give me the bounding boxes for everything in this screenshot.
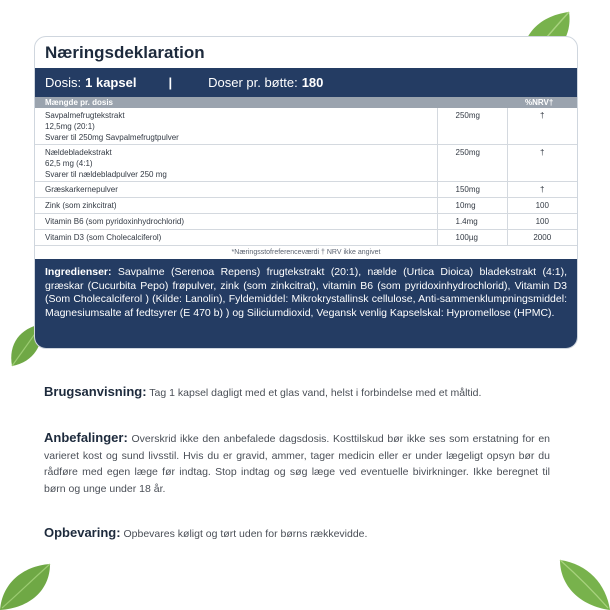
storage-section (44, 525, 550, 543)
table-row (35, 230, 577, 246)
row-name (35, 145, 437, 182)
row-name-line: Savpalmefrugtekstrakt (45, 111, 125, 120)
table-row (35, 198, 577, 214)
row-nrv: 100 (507, 198, 577, 214)
ingredients-text: Savpalme (Serenoa Repens) frugtekstrakt (20:1), nælde (Urtica Dioica) bladekstrakt (4:1), græskar (Cucurbita Pepo) frøpulver, zink (som zinkcitrat), vitamin B6 (som pyridoxinhydrochlorid), Vitamin D3 (Som Cholecalciferol ) (Kilde: Lanolin), Fyldemiddel: Mikrokrystallinsk cellulose, Anti-sammenklumpningsmiddel: Magnesiumsalte af fedtsyrer (E 470 b) ) og Siliciumdioxid, Vegansk venlig Kapselskal: Hypromellose (HPMC). (45, 266, 567, 319)
nrv-footnote: *Næringsstofreferenceværdi † NRV ikke angivet (231, 249, 381, 256)
header-nrv: %NRV† (525, 98, 554, 107)
row-name-line: 12,5mg (20:1) (45, 122, 95, 131)
row-amount: 150mg (437, 182, 507, 198)
row-amount: 100µg (437, 230, 507, 246)
row-name-line: 62,5 mg (4:1) (45, 159, 93, 168)
ingredients-block (35, 259, 577, 348)
nutrition-table (35, 108, 577, 246)
table-row (35, 214, 577, 230)
table-row (35, 145, 577, 182)
row-nrv: 100 (507, 214, 577, 230)
row-amount: 250mg (437, 145, 507, 182)
dose-value: 1 kapsel (85, 75, 137, 90)
row-amount: 1.4mg (437, 214, 507, 230)
leaf-bottom-right-icon (556, 558, 610, 610)
storage-text: Opbevares køligt og tørt uden for børns rækkevidde. (120, 528, 368, 540)
usage-text: Tag 1 kapsel dagligt med et glas vand, helst i forbindelse med et måltid. (146, 387, 482, 399)
nutrition-card (34, 36, 578, 349)
row-name: Zink (som zinkcitrat) (35, 198, 437, 214)
ingredients-label: Ingredienser: (45, 266, 112, 278)
table-row (35, 108, 577, 145)
doses-per-bottle-value: 180 (301, 75, 324, 90)
row-name: Græskarkernepulver (35, 182, 437, 198)
row-amount: 10mg (437, 198, 507, 214)
recommendations-text: Overskrid ikke den anbefalede dagsdosis. Kosttilskud bør ikke ses som erstatning for en varieret kost og sund livsstil. Hvis du er gravid, ammer, tager medicin eller er under lægeligt opsyn bør du rådføre med egen læge før indtag. Stop indtag og søg læge ved eventuelle bivirkninger. Ikke beregnet til børn og unge under 18 år. (44, 433, 550, 495)
row-name: Vitamin B6 (som pyridoxinhydrochlorid) (35, 214, 437, 230)
row-nrv: † (507, 145, 577, 182)
doses-per-bottle-label: Doser pr. bøtte: (208, 75, 298, 90)
row-name (35, 108, 437, 145)
dose-separator: | (168, 75, 173, 90)
usage-section (44, 384, 550, 402)
row-nrv: † (507, 182, 577, 198)
row-name-line: Svarer til 250mg Savpalmefrugtpulver (45, 133, 179, 142)
row-nrv: † (507, 108, 577, 145)
table-row (35, 182, 577, 198)
header-amount: Mængde pr. dosis (45, 98, 114, 107)
row-nrv: 2000 (507, 230, 577, 246)
recommendations-label: Anbefalinger: (44, 430, 128, 445)
leaf-bottom-left-icon (0, 562, 52, 610)
recommendations-section (44, 430, 550, 497)
storage-label: Opbevaring: (44, 525, 121, 540)
row-name-line: Svarer til nældebladpulver 250 mg (45, 170, 167, 179)
dose-bar (35, 68, 577, 97)
dose-label: Dosis: (45, 75, 82, 90)
row-amount: 250mg (437, 108, 507, 145)
table-header (35, 97, 577, 108)
card-title: Næringsdeklaration (45, 43, 205, 62)
usage-label: Brugsanvisning: (44, 384, 147, 399)
row-name: Vitamin D3 (som Cholecalciferol) (35, 230, 437, 246)
row-name-line: Nældebladekstrakt (45, 148, 112, 157)
